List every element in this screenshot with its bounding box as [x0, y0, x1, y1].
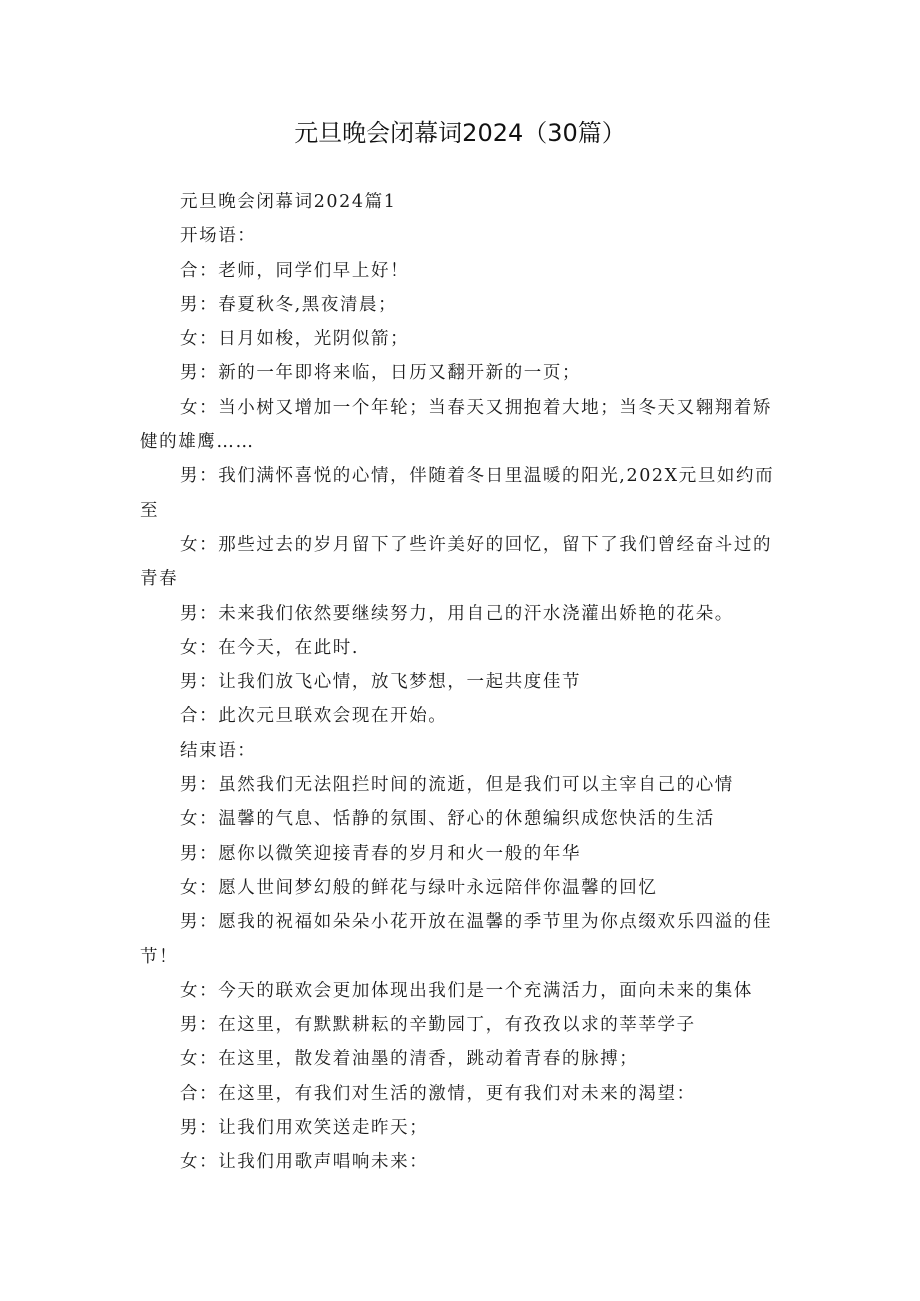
document-title: 元旦晚会闭幕词2024（30篇） — [294, 119, 626, 147]
paragraph: 女：让我们用歌声唱响未来： — [180, 1152, 429, 1173]
paragraph: 男：愿你以微笑迎接青春的岁月和火一般的年华 — [180, 843, 582, 864]
paragraph: 男：我们满怀喜悦的心情，伴随着冬日里温暖的阳光,202X元旦如约而至 — [140, 466, 775, 521]
paragraph: 女：日月如梭，光阴似箭； — [180, 329, 410, 350]
paragraph: 女：那些过去的岁月留下了些许美好的回忆，留下了我们曾经奋斗过的青春 — [140, 534, 773, 590]
paragraph: 女：在这里，散发着油墨的清香，跳动着青春的脉搏； — [180, 1049, 639, 1070]
paragraph: 女：温馨的气息、恬静的氛围、舒心的休憩编织成您快活的生活 — [180, 809, 715, 830]
paragraph: 女：愿人世间梦幻般的鲜花与绿叶永远陪伴你温馨的回忆 — [180, 877, 658, 898]
paragraph-opening-label: 开场语： — [180, 226, 257, 247]
paragraph: 男：未来我们依然要继续努力，用自己的汗水浇灌出娇艳的花朵。 — [180, 603, 734, 624]
document-body — [140, 185, 790, 1180]
paragraph-closing-label: 结束语： — [180, 740, 257, 761]
paragraph: 女：在今天，在此时. — [180, 637, 360, 658]
paragraph-section-heading: 元旦晚会闭幕词2024篇1 — [180, 192, 397, 212]
paragraph: 男：新的一年即将来临，日历又翻开新的一页； — [180, 363, 582, 384]
paragraph: 女：今天的联欢会更加体现出我们是一个充满活力，面向未来的集体 — [180, 980, 753, 1001]
paragraph: 男：让我们用欢笑送走昨天； — [180, 1118, 429, 1139]
paragraph: 女：当小树又增加一个年轮；当春天又拥抱着大地；当冬天又翱翔着矫健的雄鹰…… — [140, 397, 773, 453]
paragraph: 男：春夏秋冬,黑夜清晨； — [180, 294, 398, 315]
paragraph: 合：此次元旦联欢会现在开始。 — [180, 706, 448, 727]
paragraph: 合：老师，同学们早上好！ — [180, 260, 410, 281]
paragraph: 男：让我们放飞心情，放飞梦想，一起共度佳节 — [180, 672, 582, 693]
paragraph: 合：在这里，有我们对生活的激情，更有我们对未来的渴望： — [180, 1083, 696, 1104]
paragraph: 男：愿我的祝福如朵朵小花开放在温馨的季节里为你点缀欢乐四溢的佳节！ — [140, 912, 773, 967]
paragraph: 男：虽然我们无法阻拦时间的流逝，但是我们可以主宰自己的心情 — [180, 775, 734, 796]
paragraph: 男：在这里，有默默耕耘的辛勤园丁，有孜孜以求的莘莘学子 — [180, 1015, 696, 1036]
